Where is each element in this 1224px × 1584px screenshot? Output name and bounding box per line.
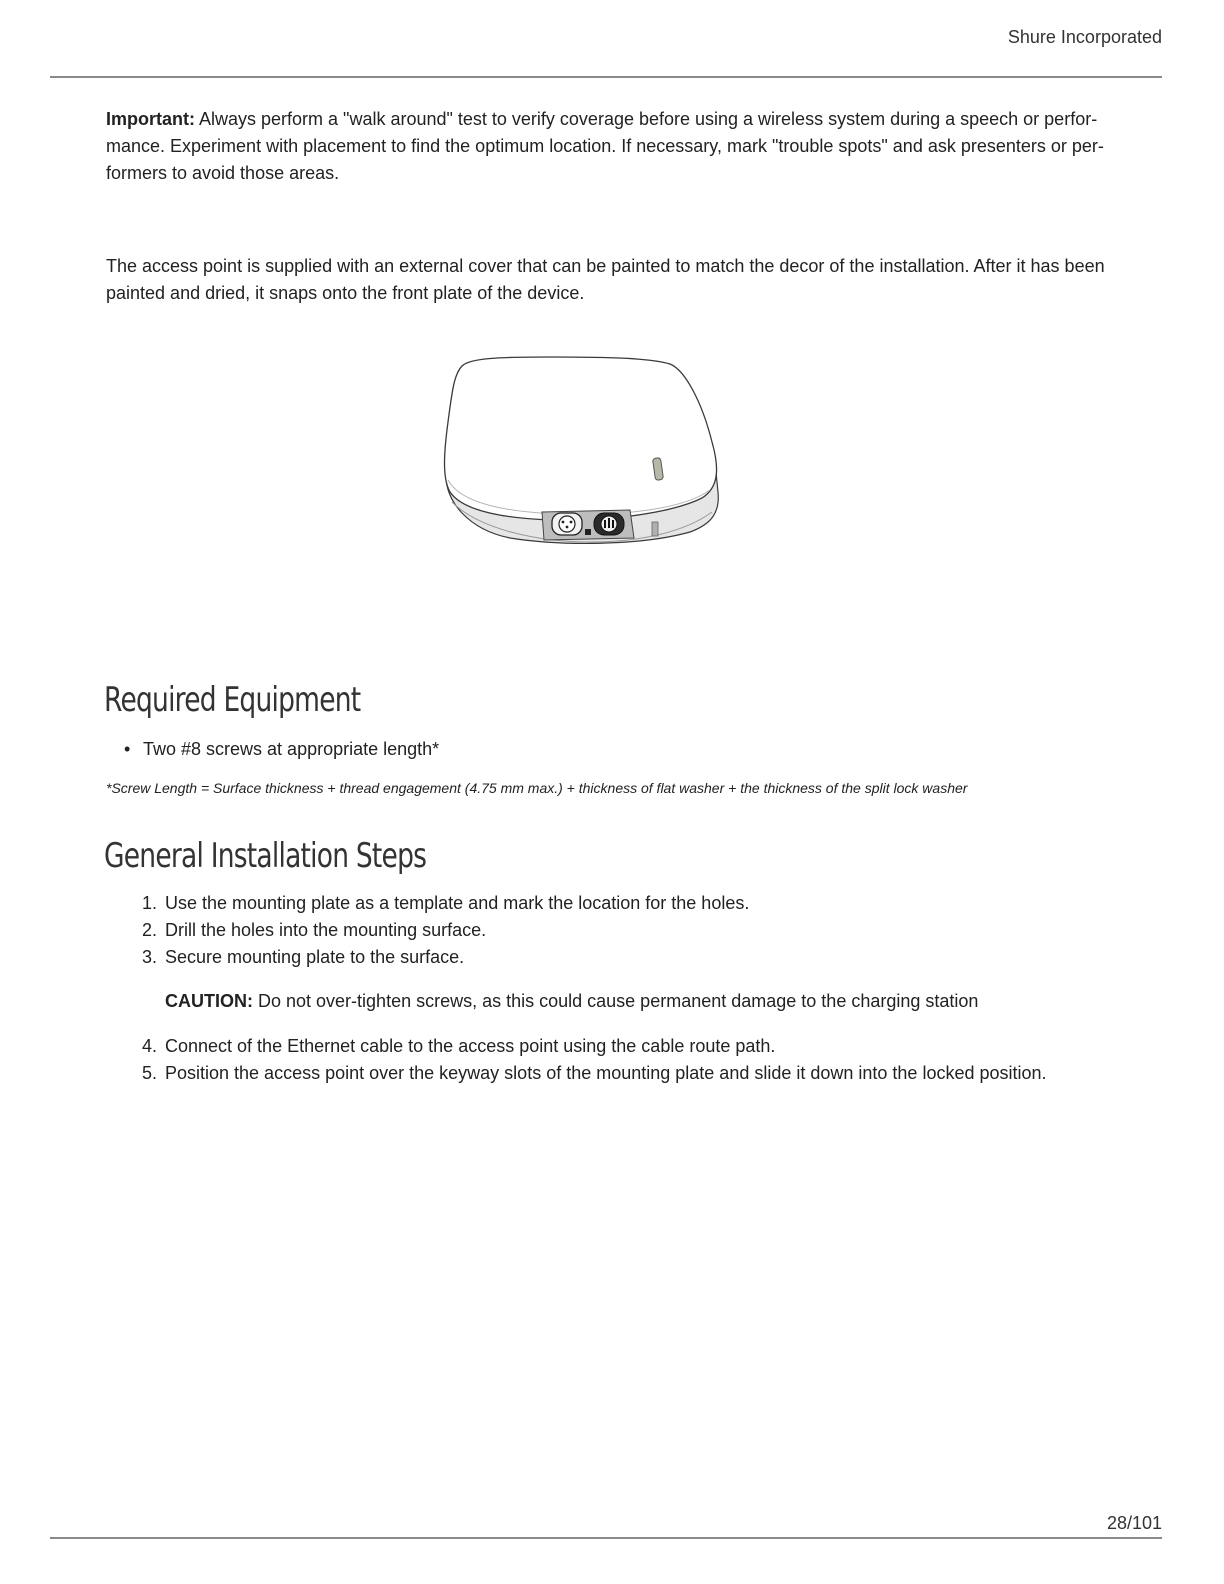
step-number: 2. — [141, 920, 157, 940]
list-item — [106, 890, 749, 917]
required-equipment-heading: Required Equipment — [104, 680, 361, 720]
caution-label: CAUTION: — [165, 991, 253, 1011]
footer-divider — [50, 1537, 1162, 1539]
list-item — [106, 917, 749, 944]
important-note — [106, 106, 1106, 187]
step-text: Secure mounting plate to the surface. — [165, 947, 465, 967]
general-installation-heading: General Installation Steps — [104, 836, 427, 876]
step-number: 4. — [141, 1036, 157, 1056]
screw-length-footnote: *Screw Length = Surface thickness + thread engagement (4.75 mm max.) + thickness of flat washer + the thickness of the split lock washer — [106, 780, 968, 796]
cover-paragraph: The access point is supplied with an external cover that can be painted to match the decor of the installation. After it has been painted and dried, it snaps onto the front plate of the device. — [106, 256, 1105, 303]
access-point-device-icon — [440, 352, 725, 550]
step-text: Connect of the Ethernet cable to the access point using the cable route path. — [165, 1036, 776, 1056]
header-company-name: Shure Incorporated — [1007, 27, 1162, 47]
step-number: 5. — [141, 1063, 157, 1083]
bullet-icon: • — [124, 739, 131, 759]
step-text: Position the access point over the keyway slots of the mounting plate and slide it down into the locked position. — [165, 1063, 1047, 1083]
installation-steps-list — [106, 890, 749, 971]
required-equipment-list — [106, 736, 439, 763]
header-divider — [50, 76, 1162, 78]
access-point-image — [440, 352, 725, 550]
step-text: Use the mounting plate as a template and mark the location for the holes. — [165, 893, 750, 913]
important-label: Important: — [106, 109, 195, 129]
caution-note — [165, 988, 978, 1015]
list-item-text: Two #8 screws at appropriate length* — [143, 739, 440, 759]
list-item — [106, 1060, 1047, 1087]
list-item — [106, 1033, 1047, 1060]
step-number: 3. — [141, 947, 157, 967]
list-item — [106, 736, 439, 763]
page-number: 28/101 — [1106, 1513, 1162, 1533]
list-item — [106, 944, 749, 971]
important-text: Always perform a "walk around" test to verify coverage before using a wireless system during a speech or perfor-mance. Experiment with placement to find the optimum location. If necessary, mark "trouble spots" and ask presenters or per-formers to avoid those areas. — [106, 109, 1104, 183]
caution-text: Do not over-tighten screws, as this could cause permanent damage to the charging station — [253, 991, 979, 1011]
step-text: Drill the holes into the mounting surface. — [165, 920, 487, 940]
step-number: 1. — [141, 893, 157, 913]
installation-steps-list-continued — [106, 1033, 1047, 1087]
